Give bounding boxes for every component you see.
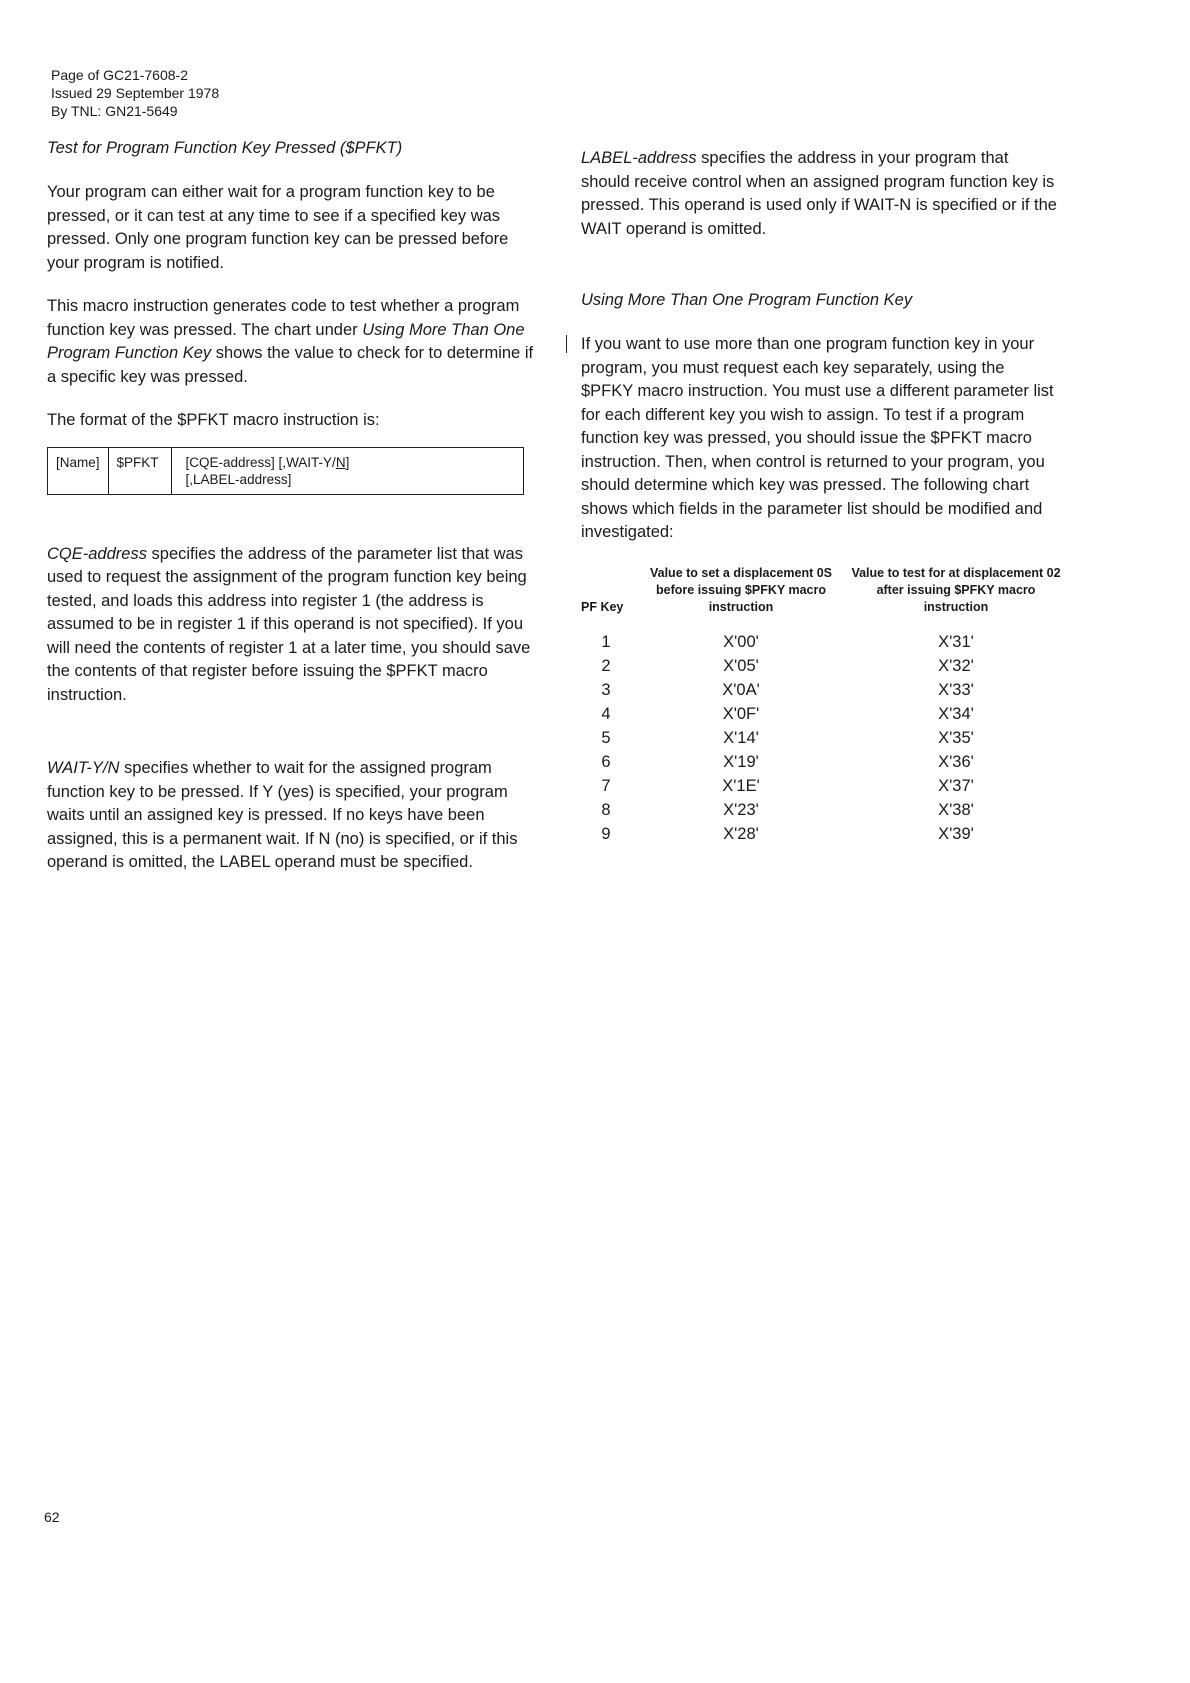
wait-text: specifies whether to wait for the assigned program function key to be pressed. If Y (yes) is specified, your program waits until an assigned key is pressed. If no keys have been assigned, this is a permanent wait. If N (no) is specified, or if this operand is omitted, the LABEL operand must be specified. bbox=[47, 759, 518, 871]
format-operands-line2: [,LABEL-address] bbox=[185, 471, 292, 487]
revision-text: If you want to use more than one program function key in your program, you must request each key separately, using the $PFKY macro instruction. You must use a different parameter list for each different key you wish to assign. bbox=[566, 335, 1054, 424]
table-row: 6 X'19' X'36' bbox=[601, 752, 974, 771]
macro-description-text-b: shows the value to check for to determine if a specific key was pressed. bbox=[47, 344, 534, 386]
page-number: 62 bbox=[44, 1509, 60, 1525]
format-name: [Name] bbox=[48, 448, 109, 494]
label-text: specifies the address in your program that should receive control when an assigned program function key is pressed. This operand is used only if WAIT-N is specified or if the WAIT operand is omitted. bbox=[581, 149, 1057, 238]
wait-paragraph bbox=[47, 757, 537, 875]
format-box bbox=[47, 447, 524, 495]
multiple-keys-text: To test if a program function key was pressed, you should issue the $PFKT macro instruction. Then, when control is returned to your program, you should determine which key was pressed. The following chart shows which fields in the parameter list should be modified and investigated: bbox=[581, 405, 1045, 541]
page-header bbox=[51, 66, 219, 120]
macro-description-paragraph bbox=[47, 295, 537, 389]
table-row: 7 X'1E' X'37' bbox=[601, 776, 974, 795]
pf-key-table bbox=[581, 565, 1061, 846]
format-op: $PFKT bbox=[109, 448, 172, 494]
multiple-keys-paragraph bbox=[581, 333, 1061, 545]
cqe-text: specifies the address of the parameter list that was used to request the assignment of the program function key being tested, and loads this address into register 1 (the address is assumed to be in register 1 if this operand is not specified). If you will need the contents of register 1 at a later time, you should save the contents of that register before issuing the $PFKT macro instruction. bbox=[47, 544, 531, 704]
cqe-paragraph bbox=[47, 543, 537, 708]
macro-description-text-a: This macro instruction generates code to test whether a program function key was pressed. The chart under bbox=[47, 297, 520, 339]
table-row: 4 X'0F' X'34' bbox=[601, 704, 974, 723]
label-paragraph bbox=[581, 147, 1061, 241]
table-row: 3 X'0A' X'33' bbox=[601, 680, 974, 699]
format-intro: The format of the $PFKT macro instruction is: bbox=[47, 411, 380, 429]
table-row: 5 X'14' X'35' bbox=[601, 728, 974, 747]
header-test-value: Value to test for at displacement 02 after issuing $PFKY macro instruction bbox=[851, 565, 1061, 614]
table-header-row bbox=[581, 565, 1061, 630]
intro-paragraph: Your program can either wait for a program function key to be pressed, or it can test at any time to see if a specified key was pressed. Only one program function key can be pressed before your program is notified. bbox=[47, 183, 509, 272]
section-heading-multiple-keys: Using More Than One Program Function Key bbox=[581, 291, 913, 309]
header-set-value: Value to set a displacement 0S before issuing $PFKY macro instruction bbox=[649, 565, 833, 614]
header-pf-key: PF Key bbox=[581, 599, 624, 614]
left-column bbox=[47, 137, 537, 895]
table-row: 2 X'05' X'32' bbox=[601, 656, 974, 675]
wait-term: WAIT-Y/N bbox=[47, 759, 120, 777]
format-operands: [CQE-address] [,WAIT-Y/N] [,LABEL-address] bbox=[172, 448, 523, 494]
label-term: LABEL-address bbox=[581, 149, 697, 167]
header-line-1: Page of GC21-7608-2 bbox=[51, 67, 188, 83]
cross-reference: Using More Than One Program Function Key bbox=[47, 320, 525, 362]
cqe-term: CQE-address bbox=[47, 544, 147, 563]
table-row: 1 X'00' X'31' bbox=[601, 632, 974, 651]
right-column bbox=[581, 147, 1061, 846]
table-row: 8 X'23' X'38' bbox=[601, 800, 974, 819]
header-line-2: Issued 29 September 1978 bbox=[51, 85, 220, 101]
header-line-3: By TNL: GN21-5649 bbox=[51, 103, 178, 119]
section-heading-pfkt: Test for Program Function Key Pressed ($PFKT) bbox=[47, 139, 403, 157]
table-row: 9 X'28' X'39' bbox=[601, 824, 974, 843]
